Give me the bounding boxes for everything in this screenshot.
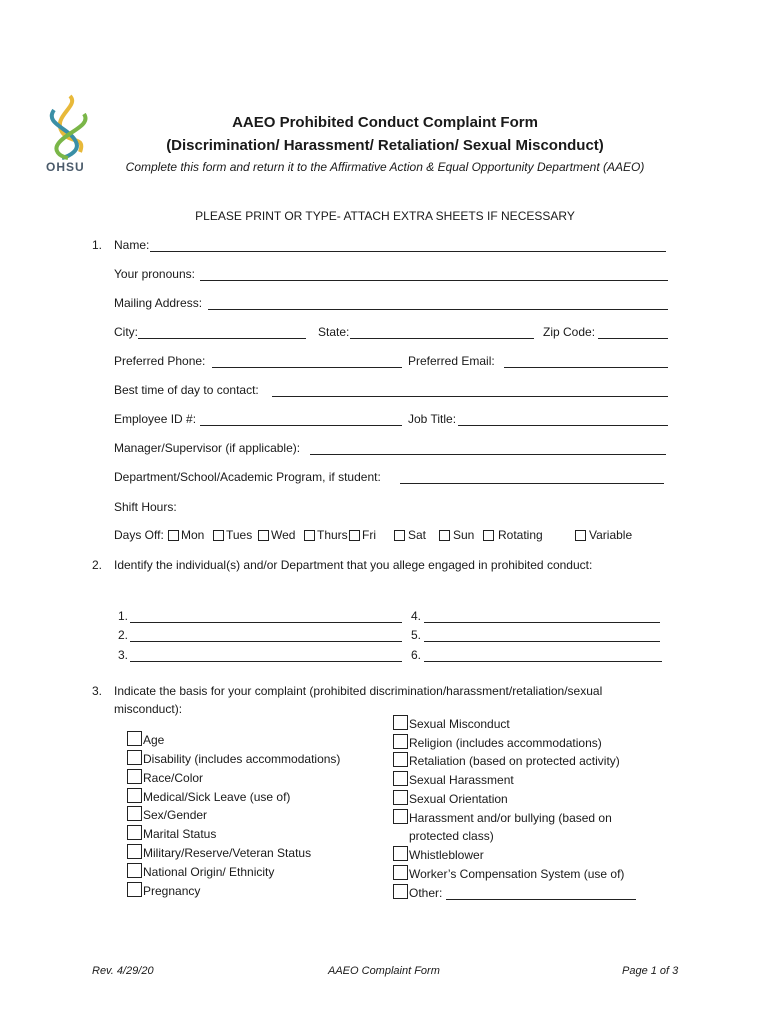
basis-label-sex-gender: Sex/Gender xyxy=(143,808,208,822)
name-field[interactable] xyxy=(150,251,666,252)
basis-label-retaliation: Retaliation (based on protected activity) xyxy=(409,754,620,768)
day-label-variable: Variable xyxy=(589,528,633,542)
checkbox-variable[interactable] xyxy=(575,530,586,541)
basis-label-medical-leave: Medical/Sick Leave (use of) xyxy=(143,790,291,804)
best-time-field[interactable] xyxy=(272,396,668,397)
day-label-mon: Mon xyxy=(181,528,205,542)
checkbox-wed[interactable] xyxy=(258,530,269,541)
checkbox-sexual-misconduct[interactable] xyxy=(393,715,408,730)
print-notice: PLEASE PRINT OR TYPE- ATTACH EXTRA SHEETS IF NECESSARY xyxy=(195,209,575,223)
basis-label-sexual-misconduct: Sexual Misconduct xyxy=(409,717,510,731)
department-label: Department/School/Academic Program, if student: xyxy=(114,470,381,484)
individual-3-field[interactable] xyxy=(130,661,402,662)
department-field[interactable] xyxy=(400,483,664,484)
checkbox-national-origin[interactable] xyxy=(127,863,142,878)
basis-label-race-color: Race/Color xyxy=(143,771,204,785)
email-label: Preferred Email: xyxy=(408,354,495,368)
checkbox-medical-leave[interactable] xyxy=(127,788,142,803)
section2-number: 2. xyxy=(92,558,103,572)
zip-field[interactable] xyxy=(598,338,668,339)
section2-prompt: Identify the individual(s) and/or Department that you allege engaged in prohibited conduct: xyxy=(114,558,593,572)
day-label-tues: Tues xyxy=(226,528,253,542)
basis-label-other: Other: xyxy=(409,886,443,900)
checkbox-whistleblower[interactable] xyxy=(393,846,408,861)
pronouns-field[interactable] xyxy=(200,280,668,281)
job-title-field[interactable] xyxy=(458,425,668,426)
day-label-thurs: Thurs xyxy=(317,528,348,542)
individual-2-label: 2. xyxy=(118,628,129,642)
basis-label-whistleblower: Whistleblower xyxy=(409,848,484,862)
employee-id-field[interactable] xyxy=(200,425,402,426)
basis-label-marital-status: Marital Status xyxy=(143,827,217,841)
days-off-label: Days Off: xyxy=(114,528,164,542)
basis-label-national-origin: National Origin/ Ethnicity xyxy=(143,865,275,879)
checkbox-marital-status[interactable] xyxy=(127,825,142,840)
basis-label-sexual-harassment: Sexual Harassment xyxy=(409,773,514,787)
checkbox-workers-comp[interactable] xyxy=(393,865,408,880)
form-title: AAEO Prohibited Conduct Complaint Form xyxy=(232,114,538,131)
checkbox-rotating[interactable] xyxy=(483,530,494,541)
email-field[interactable] xyxy=(504,367,668,368)
basis-label-sexual-orientation: Sexual Orientation xyxy=(409,792,508,806)
job-title-label: Job Title: xyxy=(408,412,457,426)
checkbox-sexual-orientation[interactable] xyxy=(393,790,408,805)
phone-field[interactable] xyxy=(212,367,402,368)
basis-label-military: Military/Reserve/Veteran Status xyxy=(143,846,312,860)
individual-4-field[interactable] xyxy=(424,622,660,623)
footer-revision: Rev. 4/29/20 xyxy=(92,965,154,977)
other-field[interactable] xyxy=(446,899,636,900)
section1-number: 1. xyxy=(92,238,103,252)
individual-4-label: 4. xyxy=(411,609,422,623)
day-label-rotating: Rotating xyxy=(498,528,543,542)
manager-field[interactable] xyxy=(310,454,666,455)
basis-label-harassment-bullying: Harassment and/or bullying (based on xyxy=(409,811,612,825)
manager-label: Manager/Supervisor (if applicable): xyxy=(114,441,301,455)
checkbox-disability[interactable] xyxy=(127,750,142,765)
best-time-label: Best time of day to contact: xyxy=(114,383,259,397)
day-label-sat: Sat xyxy=(408,528,427,542)
section3-prompt-line1: Indicate the basis for your complaint (prohibited discrimination/harassment/retaliation/sexual xyxy=(114,684,603,698)
checkbox-religion[interactable] xyxy=(393,734,408,749)
form-subtitle: (Discrimination/ Harassment/ Retaliation/ Sexual Misconduct) xyxy=(166,137,604,154)
basis-label-pregnancy: Pregnancy xyxy=(143,884,201,898)
checkbox-sat[interactable] xyxy=(394,530,405,541)
checkbox-age[interactable] xyxy=(127,731,142,746)
shift-hours-label: Shift Hours: xyxy=(114,500,177,514)
footer-page-number: Page 1 of 3 xyxy=(622,965,679,977)
individual-5-label: 5. xyxy=(411,628,422,642)
mailing-address-field[interactable] xyxy=(208,309,668,310)
checkbox-sexual-harassment[interactable] xyxy=(393,771,408,786)
city-label: City: xyxy=(114,325,138,339)
footer-form-name: AAEO Complaint Form xyxy=(328,965,440,977)
checkbox-military[interactable] xyxy=(127,844,142,859)
checkbox-tues[interactable] xyxy=(213,530,224,541)
mailing-address-label: Mailing Address: xyxy=(114,296,203,310)
checkbox-race-color[interactable] xyxy=(127,769,142,784)
individual-1-label: 1. xyxy=(118,609,129,623)
checkbox-sex-gender[interactable] xyxy=(127,806,142,821)
checkbox-retaliation[interactable] xyxy=(393,752,408,767)
checkbox-sun[interactable] xyxy=(439,530,450,541)
basis-label-disability: Disability (includes accommodations) xyxy=(143,752,341,766)
checkbox-other[interactable] xyxy=(393,884,408,899)
individual-3-label: 3. xyxy=(118,648,129,662)
state-label: State: xyxy=(318,325,350,339)
individual-1-field[interactable] xyxy=(130,622,402,623)
form-instruction: Complete this form and return it to the Affirmative Action & Equal Opportunity Department (AAEO) xyxy=(125,160,645,174)
day-label-fri: Fri xyxy=(362,528,376,542)
day-label-sun: Sun xyxy=(453,528,475,542)
ohsu-logo-text: OHSU xyxy=(46,160,85,174)
day-label-wed: Wed xyxy=(271,528,296,542)
checkbox-mon[interactable] xyxy=(168,530,179,541)
basis-label-age: Age xyxy=(143,733,165,747)
checkbox-pregnancy[interactable] xyxy=(127,882,142,897)
city-field[interactable] xyxy=(138,338,306,339)
section3-prompt-line2: misconduct): xyxy=(114,702,183,716)
state-field[interactable] xyxy=(350,338,534,339)
individual-6-label: 6. xyxy=(411,648,422,662)
checkbox-thurs[interactable] xyxy=(304,530,315,541)
individual-2-field[interactable] xyxy=(130,641,402,642)
section3-number: 3. xyxy=(92,684,103,698)
zip-label: Zip Code: xyxy=(543,325,596,339)
employee-id-label: Employee ID #: xyxy=(114,412,197,426)
individual-6-field[interactable] xyxy=(424,661,662,662)
basis-label-harassment-bullying-cont: protected class) xyxy=(409,829,494,843)
basis-label-religion: Religion (includes accommodations) xyxy=(409,736,602,750)
phone-label: Preferred Phone: xyxy=(114,354,206,368)
name-label: Name: xyxy=(114,238,150,252)
individual-5-field[interactable] xyxy=(424,641,660,642)
basis-label-workers-comp: Worker’s Compensation System (use of) xyxy=(409,867,625,881)
pronouns-label: Your pronouns: xyxy=(114,267,195,281)
checkbox-harassment-bullying[interactable] xyxy=(393,809,408,824)
checkbox-fri[interactable] xyxy=(349,530,360,541)
